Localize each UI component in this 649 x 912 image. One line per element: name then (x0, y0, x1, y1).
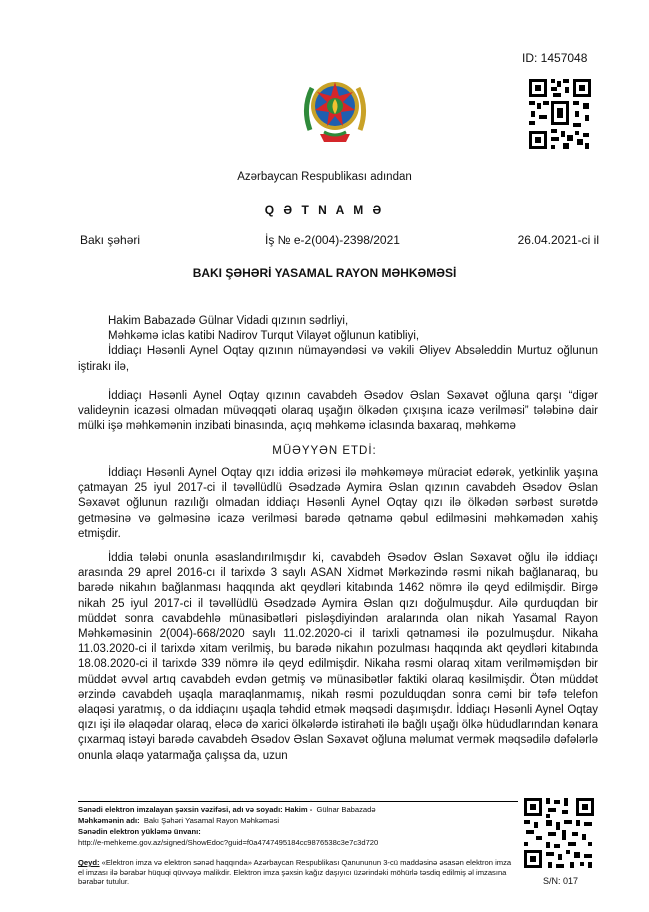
court-name: BAKI ŞƏHƏRİ YASAMAL RAYON MƏHKƏMƏSİ (192, 266, 457, 280)
note-label: Qeyd: (78, 858, 100, 867)
court-label: Məhkəmənin adı: (78, 816, 140, 825)
signature-footer (78, 804, 518, 848)
case-number: İş № e-2(004)-2398/2021 (265, 233, 400, 247)
qr-code-icon (522, 796, 596, 870)
intro-block (78, 314, 598, 375)
address-label: Sənədin elektron yükləmə ünvanı: (78, 827, 201, 836)
grounds-text: İddia tələbi onunla əsaslandırılmışdır ki, cavabdeh Əsədov Əslan Səxavət oğlu ilə iddiaçı arasında 29 aprel 2016-cı il tarixdə 3 saylı ASAN Xidmət Mərkəzində rəsmi nikah bağlanaraq, bu barədə nikahın bağlanması haqqında akt qeydləri kitabında 1462 nömrə ilə qeyd edilmişdir. Birgə nikah 25 iyul 2017-ci il təvəllüdlü Əsədzadə Aymira Əslan qızı doğulmuşdur. Ailə qurduqdan bir müddət sonra cavabdehlə münasibətləri pisləşdiyindən aralarında olan nikah Yasamal Rayon Məhkəməsinin 2(004)-668/2020 saylı 11.02.2020-ci il tarixli qətnaməsi ilə pozulmuşdur. Nikaha 11.03.2020-ci il tarixdə xitam verilmiş, bu barədə nikahın pozulması haqqında akt qeydləri kitabında 18.08.2020-ci il tarixdə 339 nömrə ilə qeyd edilmişdir. Nikaha rəsmi olaraq xitam verilməmişdən bir müddət əvvəl artıq cavabdeh evdən getmiş və münasibətlər faktiki olaraq kəsilmişdir. Ötən müddət ərzində cavabdeh uşaqla maraqlanmamış, nikah rəsmi pozulduqdan sonra cəmi bir təfə telefon əlaqəsi yaratmış, o da iddiaçını uşaqla təhdid etmək məqsədi daşımışdır. İddiaçı Həsənli Aynel Oqtay qızı işi ilə əlaqədar olaraq, eləcə də xarici ölkələrdə istirahəti ilə bağlı uşağı ölkə hüdudlarından kənara çıxarmaq istəyi barədə cavabdeh Əsədov Əslan Səxavət oğluna məlumat vermək məqsədilə dəfələrlə onunla əlaqə yatarmağa çalışsa da, uzun (78, 552, 598, 762)
signer-label: Sənədi elektron imzalayan şəxsin vəzifəsi, adı və soyadı: Hakim - (78, 805, 313, 814)
hearing-text: İddiaçı Həsənli Aynel Oqtay qızının cavabdeh Əsədov Əslan Səxavət oğluna qarşı “digər valideynin icazəsi olmadan müvəqqəti olaraq uşağın ölkədən çıxışına icazə verilməsi” tələbinə dair mülki işə məhkəmənin inzibati binasında, açıq məhkəmə iclasında baxaraq, məhkəmə (78, 390, 598, 433)
qr-code-icon (527, 75, 593, 153)
on-behalf-line: Azərbaycan Respublikası adından (237, 171, 412, 183)
azerbaijan-state-emblem-icon (300, 68, 370, 146)
download-link[interactable]: http://e-mehkeme.gov.az/signed/ShowEdoc?guid=f0a4747495184cc9876538c3e7c3d720 (78, 838, 379, 847)
court-value: Bakı Şəhəri Yasamal Rayon Məhkəməsi (143, 816, 280, 825)
intro-judge: Hakim Babazadə Gülnar Vidadi qızının sədrliyi, (108, 315, 349, 327)
note-text: «Elektron imza və elektron sənəd haqqında» Azərbaycan Respublikası Qanununun 3-cü maddəsinə əsasən elektron imza el imzası ilə bərabər hüquqi qüvvəyə malikdir. Elektron imza şəxsin kağız daşıyıcı üzərindəki möhürlə təsdiq edilmiş əl imzasına bərabər tutulur. (78, 858, 512, 887)
city-label: Bakı şəhəri (80, 233, 141, 247)
intro-representative: İddiaçı Həsənli Aynel Oqtay qızının nümayəndəsi və vəkili Əliyev Absəleddin Murtuz oğlunun iştirakı ilə, (78, 345, 598, 373)
grounds-paragraph (78, 551, 598, 764)
document-date: 26.04.2021-ci il (517, 233, 599, 247)
intro-secretary: Məhkəmə iclas katibi Nadirov Turqut Vilayət oğlunun katibliyi, (108, 330, 420, 343)
footer-divider (78, 801, 518, 802)
legal-note (78, 858, 518, 887)
signer-value: Gülnar Babazadə (316, 805, 376, 814)
hearing-paragraph (78, 389, 598, 435)
established-heading: MÜƏYYƏN ETDİ: (272, 445, 377, 457)
document-title: Q Ə T N A M Ə (264, 203, 385, 217)
document-id: ID: 1457048 (522, 51, 588, 65)
serial-number: S/N: 017 (543, 876, 579, 886)
claim-paragraph (78, 466, 598, 542)
claim-text: İddiaçı Həsənli Aynel Oqtay qızı iddia ərizəsi ilə məhkəməyə müraciət edərək, yetkinlik yaşına çatmayan 25 iyul 2017-ci il təvəllüdlü Əsədzadə Aymira Əslan qızının cavabdeh Əsədov Əslan Səxavət oğlunun razılığı olmadan iddiaçı Həsənli Aynel Oqtay qızı ilə ölkədən sərbəst surətdə getməsinə və gəlməsinə icazə verilməsi barədə qətnamə qəbul edilməsini məhkəmədən xahiş etmişdir. (78, 467, 598, 540)
